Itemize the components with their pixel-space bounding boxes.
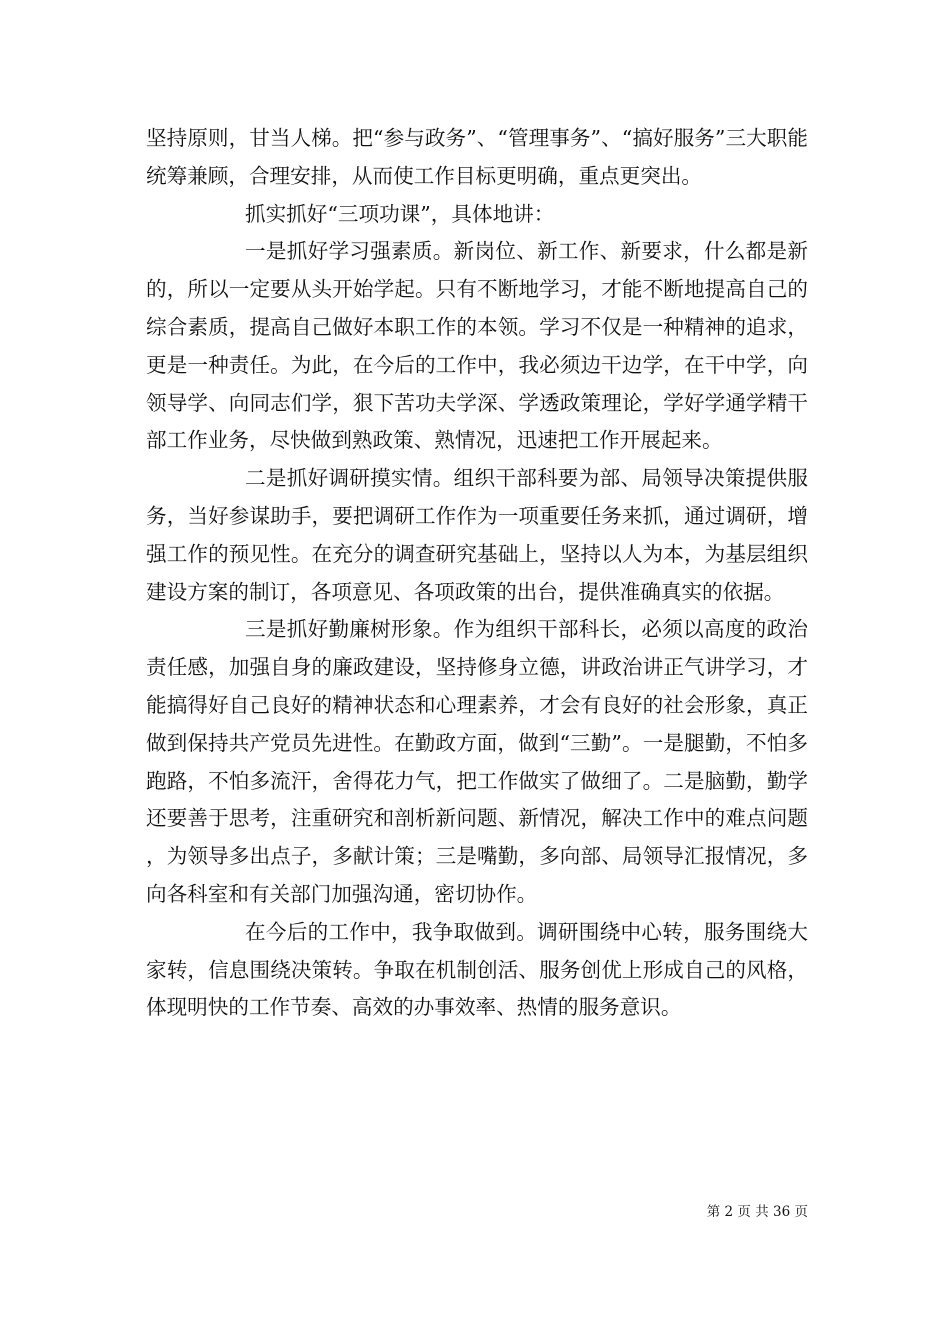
paragraph-2: 抓实抓好“三项功课”，具体地讲： <box>245 201 555 226</box>
page-number-footer: 第 2 页 共 36 页 <box>706 1204 808 1220</box>
paragraph-5: 三是抓好勤廉树形象。作为组织干部科长，必须以高度的政治责任感，加强自身的廉政建设，坚持修身立德，讲政治讲正气讲学习，才能搞得好自己良好的精神状态和心理素养，才会有良好的社会形象，真正做到保持共产党员先进性。在勤政方面，做到“三勤”。一是腿勤，不怕多跑路，不怕多流汗，舍得花力气，把工作做实了做细了。二是脑勤，勤学还要善于思考，注重研究和剖析新问题、新情况，解决工作中的难点问题，为领导多出点子，多献计策；三是嘴勤，多向部、局领导汇报情况，多向各科室和有关部门加强沟通，密切协作。 <box>146 617 808 906</box>
paragraph-3: 一是抓好学习强素质。新岗位、新工作、新要求，什么都是新的，所以一定要从头开始学起。只有不断地学习，才能不断地提高自己的综合素质，提高自己做好本职工作的本领。学习不仅是一种精神的追求，更是一种责任。为此，在今后的工作中，我必须边干边学，在干中学，向领导学、向同志们学，狠下苦功夫学深、学透政策理论，学好学通学精干部工作业务，尽快做到熟政策、熟情况，迅速把工作开展起来。 <box>146 239 808 453</box>
paragraph-4: 二是抓好调研摸实情。组织干部科要为部、局领导决策提供服务，当好参谋助手，要把调研工作作为一项重要任务来抓，通过调研，增强工作的预见性。在充分的调查研究基础上，坚持以人为本，为基层组织建设方案的制订，各项意见、各项政策的出台，提供准确真实的依据。 <box>146 466 808 604</box>
paragraph-1: 坚持原则，甘当人梯。把“参与政务”、“管理事务”、“搞好服务”三大职能统筹兼顾，合理安排，从而使工作目标更明确，重点更突出。 <box>146 126 808 188</box>
document-body <box>146 120 808 1027</box>
paragraph-6: 在今后的工作中，我争取做到。调研围绕中心转，服务围绕大家转，信息围绕决策转。争取在机制创活、服务创优上形成自己的风格，体现明快的工作节奏、高效的办事效率、热情的服务意识。 <box>146 919 808 1020</box>
